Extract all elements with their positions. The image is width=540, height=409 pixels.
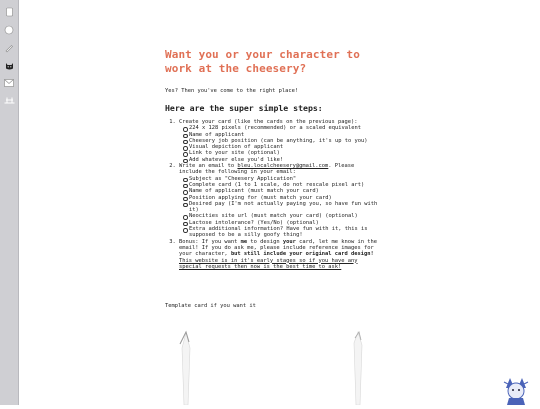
list-item: Name of applicant xyxy=(189,132,380,138)
list-item: Add whatever else you'd like! xyxy=(189,157,380,163)
step-3: 3. Bonus: If you want me to design your card, let me know in the email! If you do ask me, please include reference images for your character, but still include your original card design! This website is in it's early stages so if you have any special requests then now is the best time to ask! xyxy=(179,239,380,270)
step-1: 1. Create your card (like the cards on the previous page): 224 x 128 pixels (recommended) or a scaled equivalent Name of applicant Cheesery job position (can be anything, it's up to you) Visual depiction of applicant Link to your site (optional) Add whatever else you'd like! xyxy=(179,119,380,163)
main-content xyxy=(165,48,380,270)
email-link[interactable]: bleu.localcheesery@gmail.com xyxy=(237,163,329,170)
cat-icon[interactable] xyxy=(3,59,15,71)
steps-list xyxy=(165,119,380,270)
list-item: Name of applicant (must match your card) xyxy=(189,188,380,194)
step-2: 2. Write an email to bleu.localcheesery@gmail.com. Please include the following in your email: Subject as "Cheesery Application" Complete card (1 to 1 scale, do not rescale pixel art) Name of applicant (must match your card) Position applying for (must match your card) Desired pay (I'm not actually paying you, so have fun with it) Neocities site url (must match your card) (optional) Lactose intolerance? (Yes/No) (optional) Extra additional information? Have fun with it, this is supposed to be a silly goofy thing! xyxy=(179,163,380,239)
list-item: Position applying for (must match your card) xyxy=(189,195,380,201)
sidebar xyxy=(0,0,19,405)
template-card-label: Template card if you want it xyxy=(165,303,256,309)
list-item: Subject as "Cheesery Application" xyxy=(189,176,380,182)
list-item: Cheesery job position (can be anything, it's up to you) xyxy=(189,138,380,144)
list-item: 224 x 128 pixels (recommended) or a scaled equivalent xyxy=(189,125,380,131)
list-item: Complete card (1 to 1 scale, do not rescale pixel art) xyxy=(189,182,380,188)
mail-icon[interactable] xyxy=(3,77,15,89)
home-icon[interactable] xyxy=(3,6,15,18)
steps-heading: Here are the super simple steps: xyxy=(165,103,323,113)
list-item: Neocities site url (must match your card) (optional) xyxy=(189,213,380,219)
pencil-icon[interactable] xyxy=(3,42,15,54)
folder-icon[interactable] xyxy=(3,94,15,106)
mascot-image xyxy=(500,374,532,405)
list-item: Lactose intolerance? (Yes/No) (optional) xyxy=(189,220,380,226)
list-item: Link to your site (optional) xyxy=(189,150,380,156)
list-item: Extra additional information? Have fun with it, this is supposed to be a silly goofy thing! xyxy=(189,226,380,239)
page-title: Want you or your character to work at the cheesery? xyxy=(165,48,360,75)
template-card-image[interactable] xyxy=(164,318,384,405)
globe-icon[interactable] xyxy=(3,24,15,36)
list-item: Visual depiction of applicant xyxy=(189,144,380,150)
intro-text: Yes? Then you've come to the right place! xyxy=(165,88,299,94)
list-item: Desired pay (I'm not actually paying you, so have fun with it) xyxy=(189,201,380,214)
early-stages-note: This website is in it's early stages so if you have any special requests then now is the best time to ask! xyxy=(179,257,358,270)
